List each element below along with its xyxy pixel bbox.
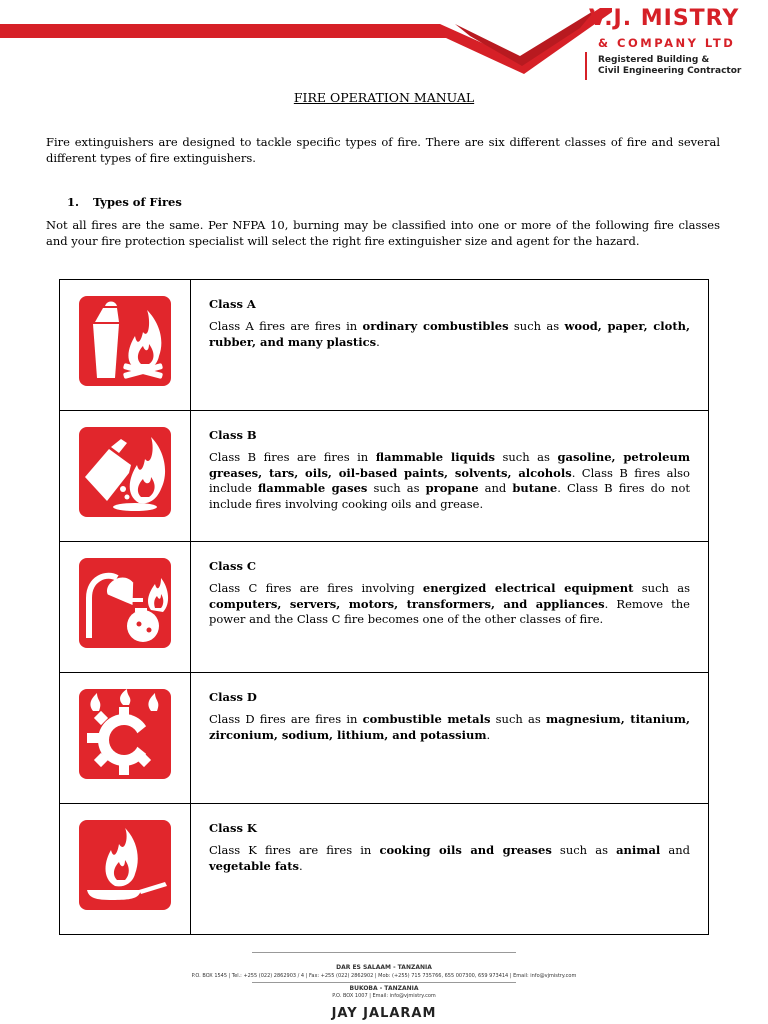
letterhead: [0, 0, 768, 85]
class-description-bold: energized electrical equipment: [422, 581, 634, 595]
footer-divider: [252, 982, 516, 983]
section-heading: [67, 195, 182, 209]
class-description-text: Class C fires are fires involving: [209, 581, 423, 595]
class-description: [209, 450, 690, 512]
class-description-bold: ordinary combustibles: [362, 319, 509, 333]
company-tagline-2: Civil Engineering Contractor: [598, 66, 742, 76]
class-description: [209, 319, 690, 350]
company-subname: & COMPANY LTD: [598, 36, 736, 50]
table-row: [60, 411, 709, 542]
class-description-text: such as: [494, 450, 558, 464]
class-description-text: such as: [490, 712, 546, 726]
class-description-bold: computers, servers, motors, transformers, and appliances: [209, 596, 605, 611]
footer-city: BUKOBA - TANZANIA: [349, 985, 419, 992]
class-description: [209, 712, 690, 743]
footer-divider: [252, 952, 516, 953]
table-row: [60, 804, 709, 935]
class-title: Class C: [209, 559, 257, 573]
class-description-text: such as: [367, 481, 426, 495]
class-title: Class K: [209, 821, 257, 835]
class-description-bold: gasoline, petroleum greases, tars, oils, oil-based paints, solvents, alcohols: [209, 450, 690, 480]
class-description-bold: flammable liquids: [375, 450, 495, 464]
class-description-bold: butane: [512, 481, 558, 495]
footer-city: DAR ES SALAAM - TANZANIA: [336, 964, 432, 971]
footer-signature: JAY JALARAM: [331, 1006, 437, 1021]
footer-contact: P.O. BOX 1007 | Email: info@vjmistry.com: [332, 993, 436, 999]
class-description-text: Class K fires are fires in: [209, 843, 380, 857]
fire-classes-table: [59, 279, 709, 935]
section-number: 1.: [67, 195, 80, 209]
class-description-bold: wood, paper, cloth, rubber, and many plastics: [209, 319, 690, 349]
class-c-electrical-icon: [79, 558, 171, 648]
class-description-text: Class A fires are fires in: [209, 319, 363, 333]
class-a-combustibles-icon: [79, 296, 171, 386]
class-b-flammable-liquids-icon: [79, 427, 171, 517]
class-description-text: and: [660, 843, 691, 857]
class-description-text: . Remove the power and the Class C fire becomes one of the other classes of fire.: [209, 596, 690, 626]
class-description-bold: propane: [425, 481, 479, 495]
class-description-text: such as: [551, 843, 617, 857]
section-intro-paragraph: Not all fires are the same. Per NFPA 10, burning may be classified into one or more of the following fire classes and your fire protection specialist will select the right fire extinguisher size and agent for the hazard.: [46, 218, 720, 248]
class-title: Class B: [209, 428, 257, 442]
class-description-text: such as: [508, 319, 565, 333]
class-description-text: .: [299, 858, 303, 873]
class-description-text: .: [376, 334, 380, 349]
class-description-text: . Class B fires also include: [209, 465, 690, 495]
class-description-text: such as: [633, 581, 690, 595]
table-row: [60, 280, 709, 411]
class-description: [209, 843, 690, 874]
class-description-bold: magnesium, titanium, zirconium, sodium, lithium, and potassium: [209, 712, 690, 742]
table-row: [60, 673, 709, 804]
class-description-text: .: [486, 727, 491, 742]
class-description-bold: animal: [616, 843, 661, 857]
class-description-bold: vegetable fats: [209, 858, 300, 873]
class-description-bold: combustible metals: [362, 712, 491, 726]
class-title: Class D: [209, 690, 257, 704]
class-description-text: and: [478, 481, 513, 495]
class-description-text: . Class B fires do not include fires involving cooking oils and grease.: [209, 481, 691, 511]
table-row: [60, 542, 709, 673]
class-description-bold: cooking oils and greases: [379, 843, 552, 857]
section-heading-text: Types of Fires: [93, 195, 182, 209]
class-d-metals-icon: [79, 689, 171, 779]
company-tagline: Registered Building &: [598, 55, 710, 65]
company-name: V.J. MISTRY: [589, 6, 740, 31]
class-title: Class A: [209, 297, 256, 311]
footer-contact: P.O. BOX 1545 | Tel.: +255 (022) 2862903 / 4 | Fax: +255 (022) 2862902 | Mob: (+255) 715 735766, 655 007300, 659 973414 | Email: info@vjmistry.com: [191, 973, 577, 979]
class-description-bold: flammable gases: [257, 481, 368, 495]
class-description-text: Class D fires are fires in: [209, 712, 363, 726]
intro-paragraph: Fire extinguishers are designed to tackle specific types of fire. There are six different classes of fire and several different types of fire extinguishers.: [46, 135, 720, 165]
class-description: [209, 581, 690, 628]
document-title: FIRE OPERATION MANUAL: [293, 90, 475, 105]
class-k-cooking-oils-icon: [79, 820, 171, 910]
class-description-text: Class B fires are fires in: [209, 450, 376, 464]
